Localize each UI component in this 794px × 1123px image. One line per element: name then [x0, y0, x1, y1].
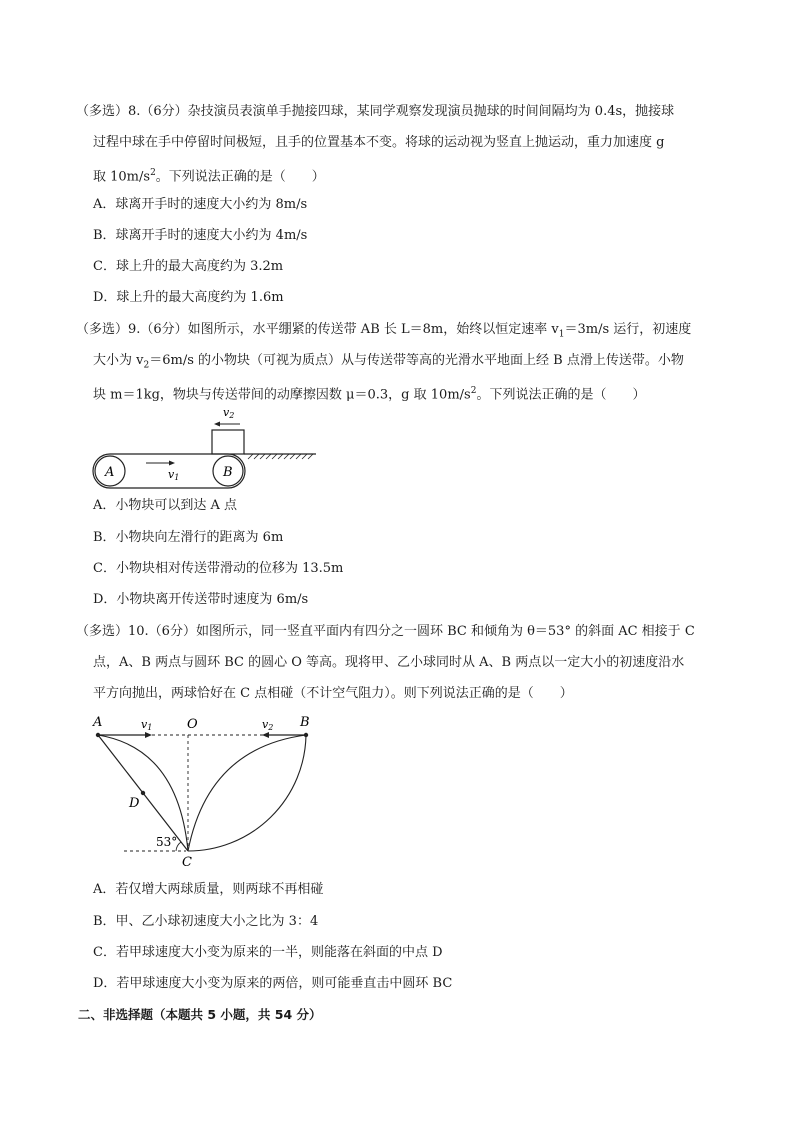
v2-label: v2: [262, 718, 274, 732]
q9-stem-line2: 大小为 $v_2=6m/s$ 的小物块（可视为质点）从与传送带等高的光滑水平地面上经 B 点滑上传送带。小物: [93, 353, 684, 371]
q10-option-d: D．若甲球速度大小变为原来的两倍，则可能垂直击中圆环 BC: [93, 976, 453, 991]
q9-option-d: D．小物块离开传送带时速度为 6m/s: [93, 592, 309, 607]
q8-option-d: D．球上升的最大高度约为 1.6m: [93, 290, 284, 305]
label-angle: 53°: [156, 835, 178, 849]
q10-option-a: A．若仅增大两球质量，则两球不再相碰: [93, 882, 324, 897]
arrow-right-icon: [169, 461, 175, 466]
v1-label: v1: [141, 718, 153, 732]
q10-option-c: C．若甲球速度大小变为原来的一半，则能落在斜面的中点 D: [93, 945, 443, 960]
label-b: B: [300, 715, 310, 730]
q9-option-a: A．小物块可以到达 A 点: [93, 498, 238, 513]
q8-stem-line1: （多选）8.（6分）杂技演员表演单手抛接四球，某同学观察发现演员抛球的时间间隔均为 0.4s，抛接球: [76, 104, 675, 119]
q8-option-b: B．球离开手时的速度大小约为 4m/s: [93, 228, 308, 243]
label-o: O: [187, 717, 198, 732]
q8-option-a: A．球离开手时的速度大小约为 8m/s: [93, 197, 308, 212]
arrow-left-icon: [214, 422, 220, 427]
label-b: B: [223, 465, 233, 480]
v2-label: v2: [223, 406, 235, 420]
q9-stem-line1: （多选）9.（6分）如图所示，水平绷紧的传送带 AB 长 L＝8m，始终以恒定速率 $v_1=3m/s$ 运行，初速度: [76, 322, 692, 340]
label-a: A: [105, 465, 115, 480]
label-d: D: [129, 796, 140, 811]
arrow-right-icon: [145, 732, 152, 738]
q10-stem-line2: 点，A、B 两点与圆环 BC 的圆心 O 等高。现将甲、乙小球同时从 A、B 两点以一定大小的初速度沿水: [93, 655, 685, 670]
q9-stem-line3: 块 m＝1kg，物块与传送带间的动摩擦因数 μ＝0.3，g 取 $10m/s^2$。下列说法正确的是（ ）: [93, 386, 646, 403]
point-d: [141, 791, 145, 795]
v1-label: v1: [168, 468, 180, 482]
q8-stem-line2: 过程中球在手中停留时间极短，且手的位置基本不变。将球的运动视为竖直上抛运动，重力加速度 g: [93, 135, 665, 150]
quarter-circle-bc: [188, 735, 306, 851]
projectile-figure: [88, 708, 328, 873]
section-title: 二、非选择题（本题共 5 小题，共 54 分）: [78, 1007, 322, 1022]
q8-stem-line3: 取 $10m/s^2$。下列说法正确的是（ ）: [93, 168, 325, 185]
q10-stem-line3: 平方向抛出，两球恰好在 C 点相碰（不计空气阻力）。则下列说法正确的是（ ）: [93, 686, 573, 701]
q9-option-b: B．小物块向左滑行的距离为 6m: [93, 530, 284, 545]
label-c: C: [182, 855, 192, 870]
q8-option-c: C．球上升的最大高度约为 3.2m: [93, 259, 284, 274]
arrow-left-icon: [262, 732, 269, 738]
q10-stem-line1: （多选）10.（6分）如图所示，同一竖直平面内有四分之一圆环 BC 和倾角为 θ＝53° 的斜面 AC 相接于 C: [76, 624, 695, 639]
point-b: [304, 733, 308, 737]
label-a: A: [93, 715, 103, 730]
point-a: [96, 733, 100, 737]
q9-option-c: C．小物块相对传送带滑动的位移为 13.5m: [93, 561, 344, 576]
block-icon: [212, 430, 244, 454]
ground-hatch: [248, 454, 313, 459]
trajectory-b: [188, 735, 306, 851]
q10-option-b: B．甲、乙小球初速度大小之比为 3：4: [93, 914, 319, 929]
conveyor-belt-figure: [88, 402, 323, 494]
